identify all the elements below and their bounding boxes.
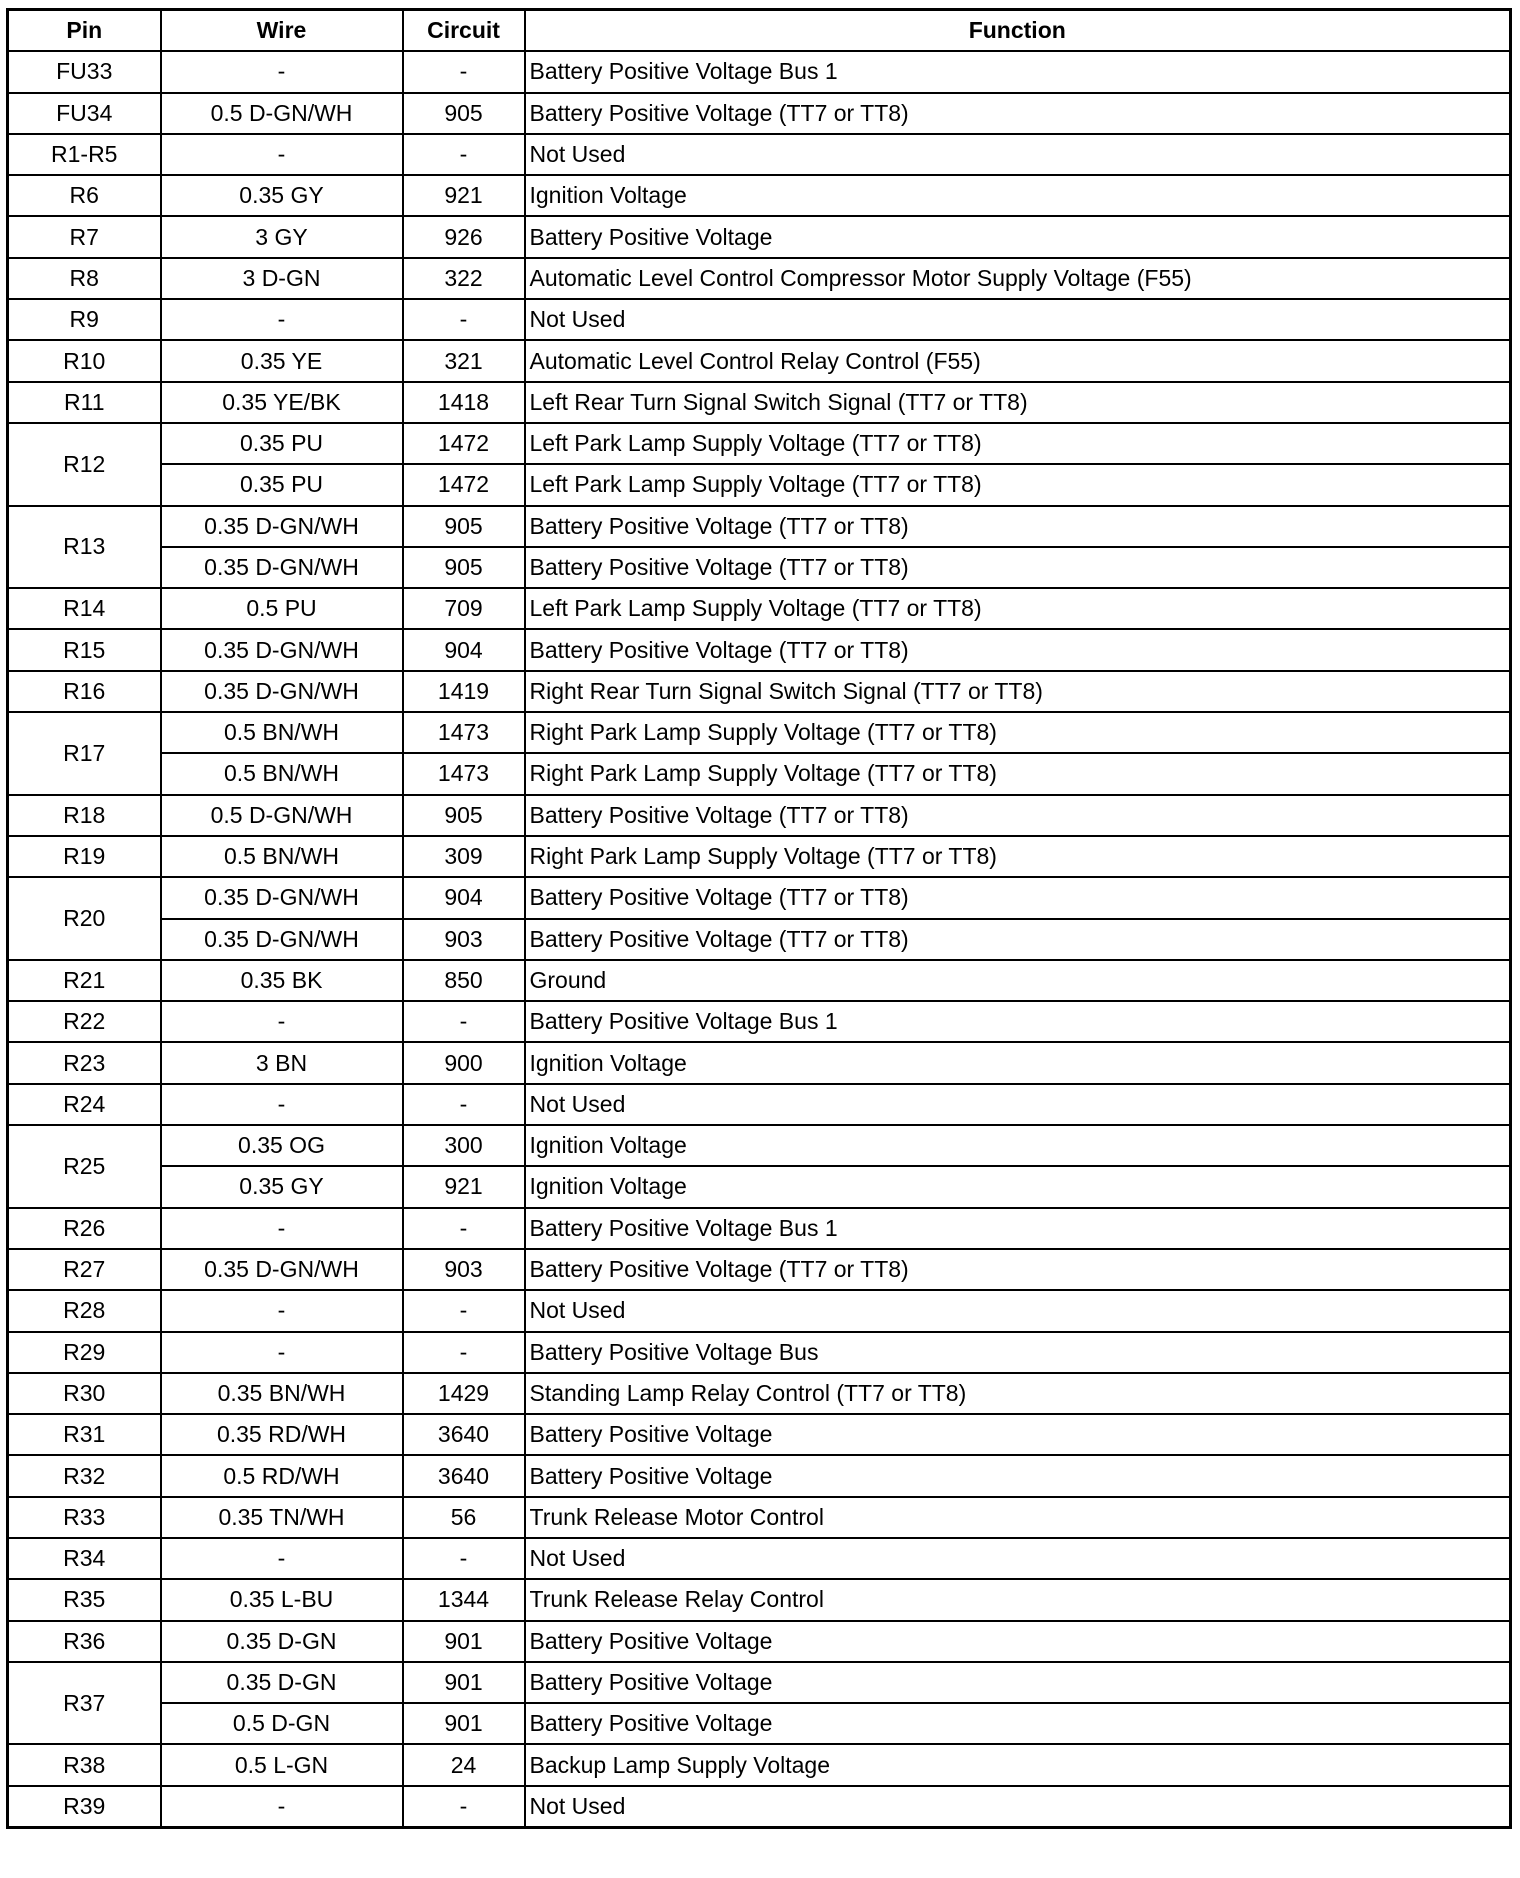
pinout-table — [6, 8, 1512, 1829]
pin-cell: R39 — [8, 1786, 161, 1828]
table-row — [8, 1001, 1511, 1042]
function-cell: Ignition Voltage — [525, 1125, 1511, 1166]
pin-cell: R29 — [8, 1332, 161, 1373]
wire-cell: 0.35 PU — [161, 423, 403, 464]
table-row — [8, 1744, 1511, 1785]
wire-cell: 0.35 OG — [161, 1125, 403, 1166]
function-cell: Left Park Lamp Supply Voltage (TT7 or TT8) — [525, 464, 1511, 505]
pin-cell: R26 — [8, 1208, 161, 1249]
function-cell: Automatic Level Control Relay Control (F55) — [525, 340, 1511, 381]
function-cell: Battery Positive Voltage Bus 1 — [525, 51, 1511, 92]
pin-cell: R24 — [8, 1084, 161, 1125]
pin-cell: R38 — [8, 1744, 161, 1785]
function-cell: Standing Lamp Relay Control (TT7 or TT8) — [525, 1373, 1511, 1414]
table-row — [8, 382, 1511, 423]
circuit-cell: - — [403, 1332, 525, 1373]
table-row — [8, 93, 1511, 134]
table-row — [8, 588, 1511, 629]
pin-cell: R28 — [8, 1290, 161, 1331]
header-wire: Wire — [161, 10, 403, 52]
table-row — [8, 1703, 1511, 1744]
function-cell: Ignition Voltage — [525, 1166, 1511, 1207]
circuit-cell: 926 — [403, 216, 525, 257]
wire-cell: - — [161, 134, 403, 175]
function-cell: Right Park Lamp Supply Voltage (TT7 or TT8) — [525, 712, 1511, 753]
table-row — [8, 1455, 1511, 1496]
pin-cell: R23 — [8, 1042, 161, 1083]
table-row — [8, 1579, 1511, 1620]
table-row — [8, 712, 1511, 753]
function-cell: Battery Positive Voltage (TT7 or TT8) — [525, 1249, 1511, 1290]
table-row — [8, 919, 1511, 960]
table-row — [8, 836, 1511, 877]
wire-cell: 0.35 TN/WH — [161, 1497, 403, 1538]
wire-cell: 0.35 BN/WH — [161, 1373, 403, 1414]
circuit-cell: 921 — [403, 1166, 525, 1207]
pin-cell: FU34 — [8, 93, 161, 134]
circuit-cell: 1473 — [403, 712, 525, 753]
table-row — [8, 340, 1511, 381]
wire-cell: 0.35 RD/WH — [161, 1414, 403, 1455]
circuit-cell: - — [403, 1001, 525, 1042]
pin-cell: R12 — [8, 423, 161, 506]
table-row — [8, 1538, 1511, 1579]
pin-cell: R11 — [8, 382, 161, 423]
function-cell: Battery Positive Voltage — [525, 1662, 1511, 1703]
circuit-cell: 321 — [403, 340, 525, 381]
circuit-cell: 900 — [403, 1042, 525, 1083]
function-cell: Left Park Lamp Supply Voltage (TT7 or TT8) — [525, 588, 1511, 629]
circuit-cell: - — [403, 1786, 525, 1828]
wire-cell: 0.35 D-GN/WH — [161, 629, 403, 670]
pin-cell: R8 — [8, 258, 161, 299]
wire-cell: 3 BN — [161, 1042, 403, 1083]
function-cell: Battery Positive Voltage (TT7 or TT8) — [525, 506, 1511, 547]
function-cell: Trunk Release Relay Control — [525, 1579, 1511, 1620]
circuit-cell: 901 — [403, 1703, 525, 1744]
wire-cell: - — [161, 1001, 403, 1042]
header-row — [8, 10, 1511, 52]
wire-cell: 0.5 D-GN/WH — [161, 93, 403, 134]
wire-cell: 0.5 BN/WH — [161, 753, 403, 794]
table-row — [8, 629, 1511, 670]
table-header — [8, 10, 1511, 52]
function-cell: Battery Positive Voltage — [525, 1621, 1511, 1662]
circuit-cell: 1429 — [403, 1373, 525, 1414]
pin-cell: R6 — [8, 175, 161, 216]
wire-cell: 0.35 D-GN — [161, 1621, 403, 1662]
function-cell: Not Used — [525, 1290, 1511, 1331]
circuit-cell: 24 — [403, 1744, 525, 1785]
pin-cell: FU33 — [8, 51, 161, 92]
wire-cell: 0.35 D-GN/WH — [161, 671, 403, 712]
table-row — [8, 1208, 1511, 1249]
table-row — [8, 1621, 1511, 1662]
wire-cell: - — [161, 1084, 403, 1125]
pin-cell: R36 — [8, 1621, 161, 1662]
function-cell: Not Used — [525, 134, 1511, 175]
function-cell: Right Rear Turn Signal Switch Signal (TT7 or TT8) — [525, 671, 1511, 712]
function-cell: Battery Positive Voltage (TT7 or TT8) — [525, 795, 1511, 836]
table-row — [8, 175, 1511, 216]
table-row — [8, 1786, 1511, 1828]
table-row — [8, 1497, 1511, 1538]
table-row — [8, 1084, 1511, 1125]
function-cell: Ignition Voltage — [525, 175, 1511, 216]
wire-cell: - — [161, 1290, 403, 1331]
function-cell: Not Used — [525, 1786, 1511, 1828]
function-cell: Not Used — [525, 1538, 1511, 1579]
table-row — [8, 134, 1511, 175]
function-cell: Trunk Release Motor Control — [525, 1497, 1511, 1538]
pin-cell: R33 — [8, 1497, 161, 1538]
pin-cell: R27 — [8, 1249, 161, 1290]
table-row — [8, 1414, 1511, 1455]
pin-cell: R32 — [8, 1455, 161, 1496]
pin-cell: R15 — [8, 629, 161, 670]
function-cell: Battery Positive Voltage — [525, 1703, 1511, 1744]
wire-cell: 0.5 D-GN/WH — [161, 795, 403, 836]
circuit-cell: 850 — [403, 960, 525, 1001]
wire-cell: - — [161, 299, 403, 340]
table-row — [8, 795, 1511, 836]
function-cell: Battery Positive Voltage — [525, 1414, 1511, 1455]
function-cell: Not Used — [525, 299, 1511, 340]
table-row — [8, 1373, 1511, 1414]
circuit-cell: 905 — [403, 547, 525, 588]
pin-cell: R14 — [8, 588, 161, 629]
wire-cell: 3 GY — [161, 216, 403, 257]
circuit-cell: - — [403, 134, 525, 175]
circuit-cell: 904 — [403, 877, 525, 918]
table-row — [8, 464, 1511, 505]
pin-cell: R30 — [8, 1373, 161, 1414]
table-row — [8, 423, 1511, 464]
circuit-cell: - — [403, 1290, 525, 1331]
function-cell: Battery Positive Voltage — [525, 216, 1511, 257]
table-row — [8, 1166, 1511, 1207]
circuit-cell: 1418 — [403, 382, 525, 423]
circuit-cell: 1344 — [403, 1579, 525, 1620]
function-cell: Battery Positive Voltage (TT7 or TT8) — [525, 877, 1511, 918]
wire-cell: 0.35 D-GN/WH — [161, 506, 403, 547]
wire-cell: 0.5 PU — [161, 588, 403, 629]
pin-cell: R17 — [8, 712, 161, 795]
function-cell: Right Park Lamp Supply Voltage (TT7 or TT8) — [525, 836, 1511, 877]
function-cell: Battery Positive Voltage Bus 1 — [525, 1208, 1511, 1249]
table-row — [8, 1332, 1511, 1373]
function-cell: Left Park Lamp Supply Voltage (TT7 or TT8) — [525, 423, 1511, 464]
function-cell: Battery Positive Voltage Bus 1 — [525, 1001, 1511, 1042]
function-cell: Left Rear Turn Signal Switch Signal (TT7 or TT8) — [525, 382, 1511, 423]
circuit-cell: 309 — [403, 836, 525, 877]
function-cell: Battery Positive Voltage (TT7 or TT8) — [525, 629, 1511, 670]
wire-cell: - — [161, 1538, 403, 1579]
wire-cell: 0.35 L-BU — [161, 1579, 403, 1620]
circuit-cell: - — [403, 1084, 525, 1125]
circuit-cell: 905 — [403, 795, 525, 836]
pin-cell: R18 — [8, 795, 161, 836]
pin-cell: R25 — [8, 1125, 161, 1208]
circuit-cell: 1419 — [403, 671, 525, 712]
header-circuit: Circuit — [403, 10, 525, 52]
pin-cell: R13 — [8, 506, 161, 589]
circuit-cell: 921 — [403, 175, 525, 216]
pin-cell: R22 — [8, 1001, 161, 1042]
wire-cell: 0.5 D-GN — [161, 1703, 403, 1744]
wire-cell: 0.35 D-GN/WH — [161, 919, 403, 960]
table-row — [8, 753, 1511, 794]
wire-cell: 0.35 YE — [161, 340, 403, 381]
circuit-cell: 1472 — [403, 464, 525, 505]
circuit-cell: 903 — [403, 919, 525, 960]
pin-cell: R1-R5 — [8, 134, 161, 175]
pin-cell: R19 — [8, 836, 161, 877]
circuit-cell: - — [403, 51, 525, 92]
pin-cell: R37 — [8, 1662, 161, 1745]
pin-cell: R20 — [8, 877, 161, 960]
function-cell: Right Park Lamp Supply Voltage (TT7 or TT8) — [525, 753, 1511, 794]
circuit-cell: 901 — [403, 1662, 525, 1703]
wire-cell: - — [161, 1332, 403, 1373]
table-row — [8, 1042, 1511, 1083]
function-cell: Backup Lamp Supply Voltage — [525, 1744, 1511, 1785]
pin-cell: R21 — [8, 960, 161, 1001]
table-row — [8, 1249, 1511, 1290]
pin-cell: R16 — [8, 671, 161, 712]
table-row — [8, 258, 1511, 299]
table-row — [8, 51, 1511, 92]
function-cell: Battery Positive Voltage (TT7 or TT8) — [525, 547, 1511, 588]
circuit-cell: 901 — [403, 1621, 525, 1662]
table-row — [8, 671, 1511, 712]
circuit-cell: 1472 — [403, 423, 525, 464]
function-cell: Automatic Level Control Compressor Motor Supply Voltage (F55) — [525, 258, 1511, 299]
table-row — [8, 960, 1511, 1001]
table-row — [8, 877, 1511, 918]
wire-cell: 0.5 BN/WH — [161, 836, 403, 877]
table-row — [8, 1125, 1511, 1166]
circuit-cell: - — [403, 1208, 525, 1249]
wire-cell: 0.35 PU — [161, 464, 403, 505]
circuit-cell: 903 — [403, 1249, 525, 1290]
function-cell: Battery Positive Voltage (TT7 or TT8) — [525, 93, 1511, 134]
wire-cell: 0.5 L-GN — [161, 1744, 403, 1785]
wire-cell: - — [161, 1208, 403, 1249]
circuit-cell: 1473 — [403, 753, 525, 794]
wire-cell: 0.35 D-GN/WH — [161, 547, 403, 588]
circuit-cell: 56 — [403, 1497, 525, 1538]
function-cell: Not Used — [525, 1084, 1511, 1125]
circuit-cell: 322 — [403, 258, 525, 299]
function-cell: Battery Positive Voltage (TT7 or TT8) — [525, 919, 1511, 960]
wire-cell: 0.35 YE/BK — [161, 382, 403, 423]
circuit-cell: - — [403, 1538, 525, 1579]
circuit-cell: 3640 — [403, 1414, 525, 1455]
wire-cell: 0.35 D-GN/WH — [161, 877, 403, 918]
pin-cell: R31 — [8, 1414, 161, 1455]
pin-cell: R9 — [8, 299, 161, 340]
wire-cell: - — [161, 51, 403, 92]
circuit-cell: 300 — [403, 1125, 525, 1166]
circuit-cell: 905 — [403, 93, 525, 134]
header-pin: Pin — [8, 10, 161, 52]
wire-cell: 0.35 D-GN — [161, 1662, 403, 1703]
wire-cell: 3 D-GN — [161, 258, 403, 299]
circuit-cell: 904 — [403, 629, 525, 670]
wire-cell: 0.35 GY — [161, 1166, 403, 1207]
function-cell: Battery Positive Voltage — [525, 1455, 1511, 1496]
pin-cell: R7 — [8, 216, 161, 257]
function-cell: Ground — [525, 960, 1511, 1001]
function-cell: Ignition Voltage — [525, 1042, 1511, 1083]
wire-cell: 0.35 GY — [161, 175, 403, 216]
circuit-cell: 709 — [403, 588, 525, 629]
table-row — [8, 299, 1511, 340]
table-row — [8, 1662, 1511, 1703]
circuit-cell: 905 — [403, 506, 525, 547]
wire-cell: - — [161, 1786, 403, 1828]
pin-cell: R10 — [8, 340, 161, 381]
header-function: Function — [525, 10, 1511, 52]
connector-pinout-document — [6, 8, 1512, 1829]
table-body — [8, 51, 1511, 1827]
pin-cell: R34 — [8, 1538, 161, 1579]
table-row — [8, 506, 1511, 547]
circuit-cell: 3640 — [403, 1455, 525, 1496]
table-row — [8, 1290, 1511, 1331]
table-row — [8, 547, 1511, 588]
wire-cell: 0.35 D-GN/WH — [161, 1249, 403, 1290]
function-cell: Battery Positive Voltage Bus — [525, 1332, 1511, 1373]
table-row — [8, 216, 1511, 257]
pin-cell: R35 — [8, 1579, 161, 1620]
wire-cell: 0.5 BN/WH — [161, 712, 403, 753]
wire-cell: 0.5 RD/WH — [161, 1455, 403, 1496]
wire-cell: 0.35 BK — [161, 960, 403, 1001]
circuit-cell: - — [403, 299, 525, 340]
